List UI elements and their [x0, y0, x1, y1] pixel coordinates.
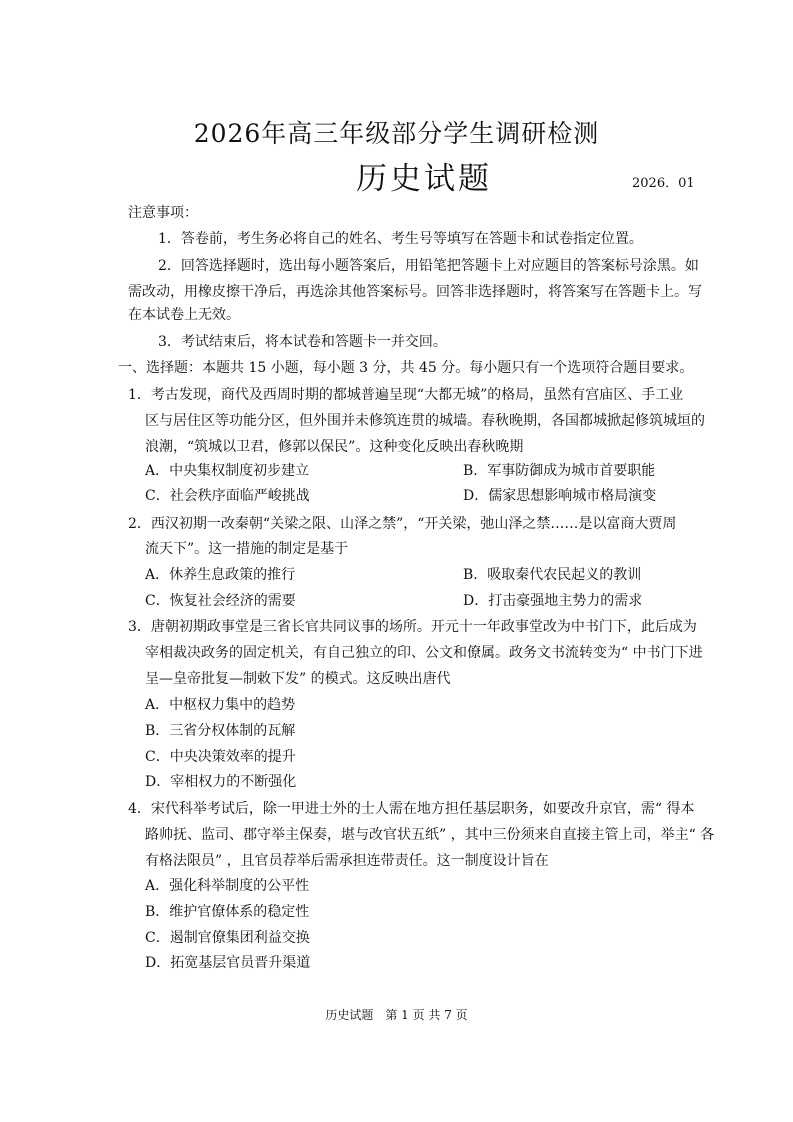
- question-4-option-a: A．强化科举制度的公平性: [145, 878, 310, 894]
- question-2-option-d: D．打击豪强地主势力的需求: [463, 593, 643, 609]
- notice-item-3: 3．考试结束后，将本试卷和答题卡一并交回。: [158, 334, 447, 350]
- question-1-option-b: B．军事防御成为城市首要职能: [463, 463, 656, 479]
- question-2-option-b: B．吸取秦代农民起义的教训: [463, 567, 642, 583]
- question-1-option-a: A．中央集权制度初步建立: [145, 463, 310, 479]
- question-3-option-a: A．中枢权力集中的趋势: [145, 697, 296, 713]
- question-2-line-1: 2．西汉初期一改秦朝“关梁之限、山泽之禁”，“开关梁，弛山泽之禁……是以富商大贾周: [128, 516, 677, 532]
- exam-date: 2026．01: [632, 176, 695, 191]
- question-3-line-1: 3．唐朝初期政事堂是三省长官共同议事的场所。开元十一年政事堂改为中书门下，此后成为: [128, 619, 697, 635]
- notice-item-2-line-3: 在本试卷上无效。: [128, 307, 240, 323]
- page-footer: 历史试题 第 1 页 共 7 页: [325, 1008, 468, 1022]
- question-4-option-d: D．拓宽基层官员晋升渠道: [145, 955, 311, 971]
- question-4-option-b: B．维护官僚体系的稳定性: [145, 904, 310, 920]
- notice-item-2-line-1: 2．回答选择题时，选出每小题答案后，用铅笔把答题卡上对应题目的答案标号涂黑。如: [158, 258, 699, 274]
- question-3-line-2: 宰相裁决政务的固定机关，有自己独立的印、公文和僚属。政务文书流转变为“ 中书门下进: [145, 645, 703, 661]
- exam-title: 2026年高三年级部分学生调研检测: [193, 119, 600, 148]
- question-3-line-3: 呈—皇帝批复—制敕下发” 的模式。这反映出唐代: [145, 671, 451, 687]
- question-1-option-d: D．儒家思想影响城市格局演变: [463, 488, 657, 504]
- subject-title: 历史试题: [356, 161, 492, 197]
- question-2-line-2: 流天下”。这一措施的制定是基于: [145, 541, 349, 557]
- notice-item-1: 1．答卷前，考生务必将自己的姓名、考生号等填写在答题卡和试卷指定位置。: [158, 231, 643, 247]
- question-2-option-a: A．休养生息政策的推行: [145, 567, 296, 583]
- notice-heading: 注意事项：: [128, 205, 198, 221]
- question-1-line-2: 区与居住区等功能分区，但外围并未修筑连贯的城墙。春秋晚期，各国都城掀起修筑城垣的: [145, 413, 705, 429]
- question-3-option-b: B．三省分权体制的瓦解: [145, 723, 296, 739]
- notice-item-2-line-2: 需改动，用橡皮擦干净后，再选涂其他答案标号。回答非选择题时，将答案写在答题卡上。写: [128, 284, 702, 300]
- question-4-line-1: 4．宋代科举考试后，除一甲进士外的士人需在地方担任基层职务，如要改升京官，需“ 得本: [128, 801, 695, 817]
- question-3-option-c: C．中央决策效率的提升: [145, 749, 296, 765]
- question-4-line-2: 路帅抚、监司、郡守举主保奏，堪与改官状五纸” ，其中三份须来自直接主管上司，举主“ 各: [145, 827, 715, 843]
- section-heading: 一、选择题：本题共 15 小题，每小题 3 分，共 45 分。每小题只有一个选项符合题目要求。: [118, 360, 694, 376]
- question-1-option-c: C．社会秩序面临严峻挑战: [145, 488, 310, 504]
- question-4-line-3: 有格法限员” ，且官员荐举后需承担连带责任。这一制度设计旨在: [145, 853, 549, 869]
- question-1-line-1: 1．考古发现，商代及西周时期的都城普遍呈现“大都无城”的格局，虽然有宫庙区、手工业: [128, 387, 684, 403]
- question-2-option-c: C．恢复社会经济的需要: [145, 593, 296, 609]
- question-3-option-d: D．宰相权力的不断强化: [145, 774, 297, 790]
- question-1-line-3: 浪潮，“筑城以卫君，修郭以保民”。这种变化反映出春秋晚期: [145, 439, 524, 455]
- question-4-option-c: C．遏制官僚集团利益交换: [145, 930, 310, 946]
